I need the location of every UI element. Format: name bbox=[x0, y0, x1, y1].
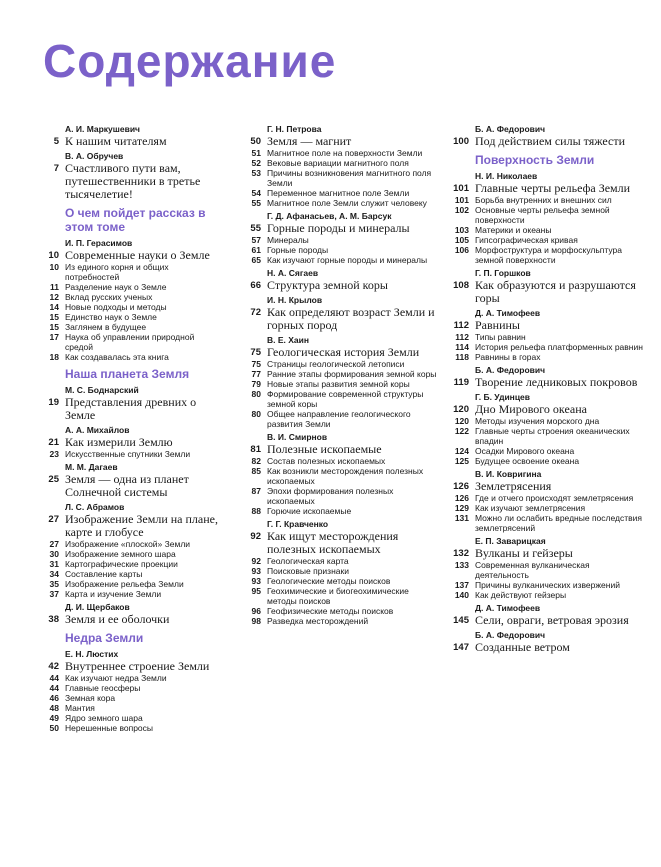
page-number: 103 bbox=[454, 225, 469, 235]
toc-subentry bbox=[240, 188, 440, 198]
toc-subentry bbox=[240, 616, 440, 626]
toc-author: Б. А. Федорович bbox=[475, 630, 546, 640]
toc-entry bbox=[240, 306, 440, 332]
page-number: 112 bbox=[455, 332, 469, 342]
page-title: Содержание bbox=[43, 35, 337, 87]
page-number: 27 bbox=[48, 514, 59, 525]
toc-author: А. А. Михайлов bbox=[65, 425, 130, 435]
page-number: 80 bbox=[251, 389, 261, 399]
toc-subentry bbox=[38, 569, 223, 579]
entry-title: Как ищут месторождения полезных ископаемых bbox=[267, 529, 399, 556]
entry-title: Землетрясения bbox=[475, 479, 552, 493]
page-number: 75 bbox=[251, 359, 261, 369]
subentry-title: Земная кора bbox=[65, 693, 116, 703]
subentry-title: Страницы геологической летописи bbox=[267, 359, 405, 369]
entry-title: Геологическая история Земли bbox=[267, 345, 420, 359]
page-number: 37 bbox=[49, 589, 59, 599]
toc-entry bbox=[448, 376, 644, 389]
toc-subentry bbox=[38, 579, 223, 589]
entry-title: Структура земной коры bbox=[267, 278, 388, 292]
subentry-title: Мантия bbox=[65, 703, 95, 713]
subentry-title: Как изучают горные породы и минералы bbox=[267, 255, 428, 265]
toc-author: Д. А. Тимофеев bbox=[475, 603, 541, 613]
subentry-title: Искусственные спутники Земли bbox=[65, 449, 191, 459]
page-number: 80 bbox=[251, 409, 261, 419]
page-number: 101 bbox=[453, 183, 469, 194]
subentry-title: Основные черты рельефа земной поверхности bbox=[475, 205, 610, 225]
toc-entry bbox=[240, 443, 440, 456]
toc-subentry bbox=[240, 586, 440, 606]
entry-title: Изображение Земли на плане, карте и глобусе bbox=[65, 512, 218, 539]
toc-subentry bbox=[240, 506, 440, 516]
toc-author: М. С. Боднарский bbox=[65, 385, 139, 395]
toc-entry bbox=[240, 530, 440, 556]
toc-entry bbox=[448, 279, 644, 305]
page-number: 65 bbox=[251, 255, 261, 265]
page-number: 114 bbox=[455, 342, 469, 352]
page-number: 72 bbox=[250, 307, 261, 318]
toc-subentry bbox=[38, 713, 223, 723]
page-number: 11 bbox=[50, 282, 59, 292]
page-number: 66 bbox=[250, 280, 261, 291]
toc-entry bbox=[448, 641, 644, 654]
entry-title: Полезные ископаемые bbox=[267, 442, 382, 456]
page-number: 101 bbox=[454, 195, 469, 205]
entry-title: Современные науки о Земле bbox=[65, 248, 210, 262]
page-number: 132 bbox=[453, 548, 469, 559]
page-number: 57 bbox=[251, 235, 261, 245]
subentry-title: Равнины в горах bbox=[475, 352, 541, 362]
toc-subentry bbox=[448, 332, 644, 342]
subentry-title: Изображение земного шара bbox=[65, 549, 176, 559]
toc-subentry bbox=[448, 560, 644, 580]
entry-title: Под действием силы тяжести bbox=[475, 134, 626, 148]
toc-subentry bbox=[38, 312, 223, 322]
entry-title: Созданные ветром bbox=[475, 640, 570, 654]
toc-entry bbox=[448, 403, 644, 416]
subentry-title: Как изучают землетрясения bbox=[475, 503, 586, 513]
subentry-title: Минералы bbox=[267, 235, 309, 245]
toc-entry bbox=[38, 162, 223, 201]
toc-author: Б. А. Федорович bbox=[475, 124, 546, 134]
toc-subentry bbox=[240, 576, 440, 586]
subentry-title: История рельефа платформенных равнин bbox=[475, 342, 643, 352]
page-number: 35 bbox=[49, 579, 59, 589]
toc-author: А. И. Маркушевич bbox=[65, 124, 140, 134]
page-number: 50 bbox=[49, 723, 59, 733]
toc-subentry bbox=[448, 446, 644, 456]
page-number: 147 bbox=[453, 642, 469, 653]
subentry-title: Разделение наук о Земле bbox=[65, 282, 167, 292]
toc-author: В. И. Ковригина bbox=[475, 469, 542, 479]
toc-entry bbox=[240, 135, 440, 148]
toc-entry bbox=[38, 436, 223, 449]
subentry-title: Геологическая карта bbox=[267, 556, 349, 566]
toc-column-1 bbox=[38, 124, 223, 733]
page-number: 19 bbox=[48, 397, 59, 408]
subentry-title: Ядро земного шара bbox=[65, 713, 143, 723]
toc-subentry bbox=[240, 255, 440, 265]
subentry-title: Картографические проекции bbox=[65, 559, 178, 569]
toc-entry bbox=[448, 614, 644, 627]
page-number: 54 bbox=[251, 188, 261, 198]
page-number: 120 bbox=[453, 404, 469, 415]
page-number: 119 bbox=[453, 377, 469, 388]
toc-subentry bbox=[38, 693, 223, 703]
toc-entry bbox=[38, 396, 223, 422]
entry-title: Счастливого пути вам, путешественники в третье тысячелетие! bbox=[65, 161, 201, 201]
toc-subentry bbox=[38, 449, 223, 459]
toc-subentry bbox=[240, 456, 440, 466]
toc-subentry bbox=[448, 580, 644, 590]
toc-subentry bbox=[448, 493, 644, 503]
toc-section-heading: Поверхность Земли bbox=[475, 153, 595, 167]
toc-author: Г. Н. Петрова bbox=[267, 124, 322, 134]
toc-subentry bbox=[240, 369, 440, 379]
subentry-title: Горючие ископаемые bbox=[267, 506, 352, 516]
toc-section-heading: Недра Земли bbox=[65, 631, 144, 645]
subentry-title: Магнитное поле Земли служит человеку bbox=[267, 198, 427, 208]
page-number: 124 bbox=[454, 446, 469, 456]
subentry-title: Новые этапы развития земной коры bbox=[267, 379, 410, 389]
page-number: 96 bbox=[251, 606, 261, 616]
toc-author: Г. Б. Удинцев bbox=[475, 392, 530, 402]
subentry-title: Главные черты строения океанических впадин bbox=[475, 426, 630, 446]
toc-entry bbox=[240, 346, 440, 359]
toc-subentry bbox=[240, 566, 440, 576]
page-number: 126 bbox=[454, 493, 469, 503]
page-number: 102 bbox=[454, 205, 469, 215]
page-number: 79 bbox=[251, 379, 261, 389]
entry-title: Земля — магнит bbox=[267, 134, 352, 148]
toc-entry bbox=[38, 613, 223, 626]
subentry-title: Типы равнин bbox=[475, 332, 526, 342]
entry-title: Дно Мирового океана bbox=[475, 402, 587, 416]
page-number: 100 bbox=[453, 136, 469, 147]
toc-subentry bbox=[240, 409, 440, 429]
subentry-title: Магнитное поле на поверхности Земли bbox=[267, 148, 423, 158]
subentry-title: Борьба внутренних и внешних сил bbox=[475, 195, 612, 205]
subentry-title: Геофизические методы поисков bbox=[267, 606, 394, 616]
page-number: 17 bbox=[49, 332, 59, 342]
page-number: 34 bbox=[49, 569, 59, 579]
subentry-title: Наука об управлении природной средой bbox=[65, 332, 195, 352]
entry-title: Как образуются и разрушаются горы bbox=[475, 278, 636, 305]
entry-title: Творение ледниковых покровов bbox=[475, 375, 638, 389]
page-number: 81 bbox=[250, 444, 261, 455]
toc-subentry bbox=[448, 342, 644, 352]
page-number: 92 bbox=[250, 531, 261, 542]
page-number: 112 bbox=[453, 320, 469, 331]
toc-subentry bbox=[448, 205, 644, 225]
toc-entry bbox=[240, 279, 440, 292]
toc-entry bbox=[38, 660, 223, 673]
subentry-title: Заглянем в будущее bbox=[65, 322, 147, 332]
toc-subentry bbox=[448, 245, 644, 265]
toc-entry bbox=[448, 547, 644, 560]
toc-subentry bbox=[38, 292, 223, 302]
subentry-title: Общее направление геологического развития Земли bbox=[267, 409, 411, 429]
page-number: 42 bbox=[48, 661, 59, 672]
entry-title: Земля — одна из планет Солнечной системы bbox=[65, 472, 189, 499]
subentry-title: Где и отчего происходят землетрясения bbox=[475, 493, 634, 503]
page-number: 14 bbox=[49, 302, 59, 312]
page-number: 105 bbox=[454, 235, 469, 245]
toc-author: В. Е. Хаин bbox=[267, 335, 310, 345]
toc-subentry bbox=[240, 606, 440, 616]
toc-subentry bbox=[38, 539, 223, 549]
page-number: 93 bbox=[251, 566, 261, 576]
subentry-title: Формирование современной структуры земной коры bbox=[267, 389, 424, 409]
toc-entry bbox=[448, 135, 644, 148]
toc-subentry bbox=[448, 590, 644, 600]
page-number: 25 bbox=[48, 474, 59, 485]
entry-title: К нашим читателям bbox=[65, 134, 167, 148]
page-number: 51 bbox=[251, 148, 261, 158]
toc-author: Н. И. Николаев bbox=[475, 171, 538, 181]
subentry-title: Как изучают недра Земли bbox=[65, 673, 167, 683]
page-number: 75 bbox=[250, 347, 261, 358]
subentry-title: Методы изучения морского дна bbox=[475, 416, 600, 426]
page-number: 10 bbox=[48, 250, 59, 261]
subentry-title: Морфоструктура и морфоскульптура земной поверхности bbox=[475, 245, 622, 265]
subentry-title: Нерешенные вопросы bbox=[65, 723, 154, 733]
toc-author: Д. А. Тимофеев bbox=[475, 308, 541, 318]
subentry-title: Поисковые признаки bbox=[267, 566, 349, 576]
page-number: 106 bbox=[454, 245, 469, 255]
toc-author: Г. Г. Кравченко bbox=[267, 519, 329, 529]
page-number: 18 bbox=[49, 352, 59, 362]
toc-subentry bbox=[448, 513, 644, 533]
toc-subentry bbox=[240, 168, 440, 188]
page-number: 27 bbox=[49, 539, 59, 549]
page-number: 30 bbox=[49, 549, 59, 559]
page-number: 126 bbox=[453, 481, 469, 492]
toc-author: Н. А. Сягаев bbox=[267, 268, 319, 278]
toc-subentry bbox=[38, 589, 223, 599]
toc-subentry bbox=[240, 359, 440, 369]
toc-entry bbox=[38, 513, 223, 539]
page-number: 133 bbox=[454, 560, 469, 570]
subentry-title: Геохимические и биогеохимические методы поисков bbox=[267, 586, 409, 606]
page-number: 15 bbox=[49, 322, 59, 332]
toc-subentry bbox=[240, 158, 440, 168]
toc-subentry bbox=[38, 723, 223, 733]
subentry-title: Современная вулканическая деятельность bbox=[475, 560, 590, 580]
entry-title: Представления древних о Земле bbox=[65, 395, 197, 422]
subentry-title: Переменное магнитное поле Земли bbox=[267, 188, 410, 198]
toc-subentry bbox=[38, 703, 223, 713]
page-number: 52 bbox=[251, 158, 261, 168]
toc-subentry bbox=[38, 683, 223, 693]
page-number: 131 bbox=[454, 513, 469, 523]
page-number: 92 bbox=[251, 556, 261, 566]
page-number: 137 bbox=[454, 580, 469, 590]
subentry-title: Разведка месторождений bbox=[267, 616, 369, 626]
toc-subentry bbox=[240, 379, 440, 389]
subentry-title: Материки и океаны bbox=[475, 225, 552, 235]
toc-subentry bbox=[38, 352, 223, 362]
page-number: 5 bbox=[53, 136, 59, 147]
entry-title: Как измерили Землю bbox=[65, 435, 173, 449]
subentry-title: Будущее освоение океана bbox=[475, 456, 580, 466]
toc-subentry bbox=[448, 225, 644, 235]
subentry-title: Осадки Мирового океана bbox=[475, 446, 575, 456]
entry-title: Земля и ее оболочки bbox=[65, 612, 170, 626]
subentry-title: Единство наук о Земле bbox=[65, 312, 157, 322]
entry-title: Равнины bbox=[475, 318, 520, 332]
subentry-title: Как создавалась эта книга bbox=[65, 352, 169, 362]
toc-subentry bbox=[448, 503, 644, 513]
entry-title: Горные породы и минералы bbox=[267, 221, 410, 235]
toc-entry bbox=[38, 473, 223, 499]
toc-subentry bbox=[448, 352, 644, 362]
toc-subentry bbox=[448, 195, 644, 205]
page-number: 44 bbox=[49, 673, 59, 683]
toc-subentry bbox=[38, 332, 223, 352]
subentry-title: Изображение «плоской» Земли bbox=[65, 539, 191, 549]
toc-subentry bbox=[448, 456, 644, 466]
subentry-title: Причины вулканических извержений bbox=[475, 580, 620, 590]
toc-author: Г. П. Горшков bbox=[475, 268, 531, 278]
toc-subentry bbox=[448, 416, 644, 426]
page-number: 55 bbox=[250, 223, 261, 234]
subentry-title: Из единого корня и общих потребностей bbox=[65, 262, 169, 282]
entry-title: Главные черты рельефа Земли bbox=[475, 181, 631, 195]
subentry-title: Эпохи формирования полезных ископаемых bbox=[267, 486, 394, 506]
page-number: 44 bbox=[49, 683, 59, 693]
toc-subentry bbox=[38, 322, 223, 332]
toc-section-heading: Наша планета Земля bbox=[65, 367, 190, 381]
toc-subentry bbox=[240, 466, 440, 486]
toc-subentry bbox=[448, 235, 644, 245]
toc-subentry bbox=[240, 245, 440, 255]
toc-entry bbox=[448, 182, 644, 195]
subentry-title: Как возникли месторождения полезных ископаемых bbox=[267, 466, 424, 486]
toc-author: Л. С. Абрамов bbox=[65, 502, 125, 512]
subentry-title: Вековые вариации магнитного поля bbox=[267, 158, 409, 168]
toc-author: И. П. Герасимов bbox=[65, 238, 133, 248]
subentry-title: Новые подходы и методы bbox=[65, 302, 167, 312]
page-number: 38 bbox=[48, 614, 59, 625]
page-number: 50 bbox=[250, 136, 261, 147]
subentry-title: Изображение рельефа Земли bbox=[65, 579, 184, 589]
toc-column-3 bbox=[448, 124, 644, 654]
subentry-title: Составление карты bbox=[65, 569, 143, 579]
subentry-title: Состав полезных ископаемых bbox=[267, 456, 386, 466]
subentry-title: Ранние этапы формирования земной коры bbox=[267, 369, 437, 379]
toc-subentry bbox=[240, 389, 440, 409]
toc-subentry bbox=[38, 282, 223, 292]
subentry-title: Причины возникновения магнитного поля Земли bbox=[267, 168, 432, 188]
subentry-title: Вклад русских ученых bbox=[65, 292, 153, 302]
toc-subentry bbox=[240, 556, 440, 566]
page-number: 82 bbox=[251, 456, 261, 466]
page-number: 118 bbox=[455, 352, 469, 362]
page-number: 53 bbox=[251, 168, 261, 178]
subentry-title: Главные геосферы bbox=[65, 683, 141, 693]
toc-subentry bbox=[240, 198, 440, 208]
page-number: 23 bbox=[49, 449, 59, 459]
toc-author: Б. А. Федорович bbox=[475, 365, 546, 375]
toc-author: Е. П. Заварицкая bbox=[475, 536, 546, 546]
page-number: 125 bbox=[454, 456, 469, 466]
page-number: 21 bbox=[48, 437, 59, 448]
toc-author: Е. Н. Люстих bbox=[65, 649, 119, 659]
page-number: 15 bbox=[49, 312, 59, 322]
page-number: 93 bbox=[251, 576, 261, 586]
page-number: 7 bbox=[53, 163, 59, 174]
page-number: 129 bbox=[454, 503, 469, 513]
subentry-title: Карта и изучение Земли bbox=[65, 589, 162, 599]
subentry-title: Горные породы bbox=[267, 245, 329, 255]
page-number: 46 bbox=[49, 693, 59, 703]
toc-subentry bbox=[38, 549, 223, 559]
toc-subentry bbox=[448, 426, 644, 446]
page-number: 108 bbox=[453, 280, 469, 291]
page-number: 31 bbox=[49, 559, 59, 569]
toc-section-heading: О чем пойдет рассказ в этом томе bbox=[65, 206, 206, 234]
toc-entry bbox=[240, 222, 440, 235]
toc-author: И. Н. Крылов bbox=[267, 295, 323, 305]
toc-subentry bbox=[240, 486, 440, 506]
toc-entry bbox=[448, 480, 644, 493]
subentry-title: Можно ли ослабить вредные последствия землетрясений bbox=[475, 513, 642, 533]
page-number: 122 bbox=[454, 426, 469, 436]
subentry-title: Геологические методы поисков bbox=[267, 576, 391, 586]
page-number: 85 bbox=[251, 466, 261, 476]
page-number: 48 bbox=[49, 703, 59, 713]
toc-subentry bbox=[38, 302, 223, 312]
subentry-title: Как действуют гейзеры bbox=[475, 590, 567, 600]
toc-subentry bbox=[240, 235, 440, 245]
toc-author: Д. И. Щербаков bbox=[65, 602, 130, 612]
page-number: 95 bbox=[251, 586, 261, 596]
toc-entry bbox=[448, 319, 644, 332]
toc-entry bbox=[38, 249, 223, 262]
page-number: 120 bbox=[454, 416, 469, 426]
entry-title: Как определяют возраст Земли и горных пород bbox=[267, 305, 435, 332]
page-number: 98 bbox=[251, 616, 261, 626]
page-number: 61 bbox=[251, 245, 261, 255]
toc-author: Г. Д. Афанасьев, А. М. Барсук bbox=[267, 211, 392, 221]
page-number: 145 bbox=[453, 615, 469, 626]
page-number: 140 bbox=[454, 590, 469, 600]
subentry-title: Гипсографическая кривая bbox=[475, 235, 578, 245]
toc-author: В. И. Смирнов bbox=[267, 432, 328, 442]
toc-subentry bbox=[38, 262, 223, 282]
toc-entry bbox=[38, 135, 223, 148]
entry-title: Вулканы и гейзеры bbox=[475, 546, 573, 560]
toc-subentry bbox=[38, 559, 223, 569]
toc-column-2 bbox=[240, 124, 440, 626]
entry-title: Сели, овраги, ветровая эрозия bbox=[475, 613, 629, 627]
entry-title: Внутреннее строение Земли bbox=[65, 659, 210, 673]
page-number: 49 bbox=[49, 713, 59, 723]
page-number: 88 bbox=[251, 506, 261, 516]
page-number: 55 bbox=[251, 198, 261, 208]
page-number: 87 bbox=[251, 486, 261, 496]
page-number: 12 bbox=[49, 292, 59, 302]
toc-author: М. М. Дагаев bbox=[65, 462, 118, 472]
page-number: 77 bbox=[251, 369, 261, 379]
toc-subentry bbox=[38, 673, 223, 683]
page-number: 10 bbox=[49, 262, 59, 272]
toc-author: В. А. Обручев bbox=[65, 151, 124, 161]
toc-subentry bbox=[240, 148, 440, 158]
